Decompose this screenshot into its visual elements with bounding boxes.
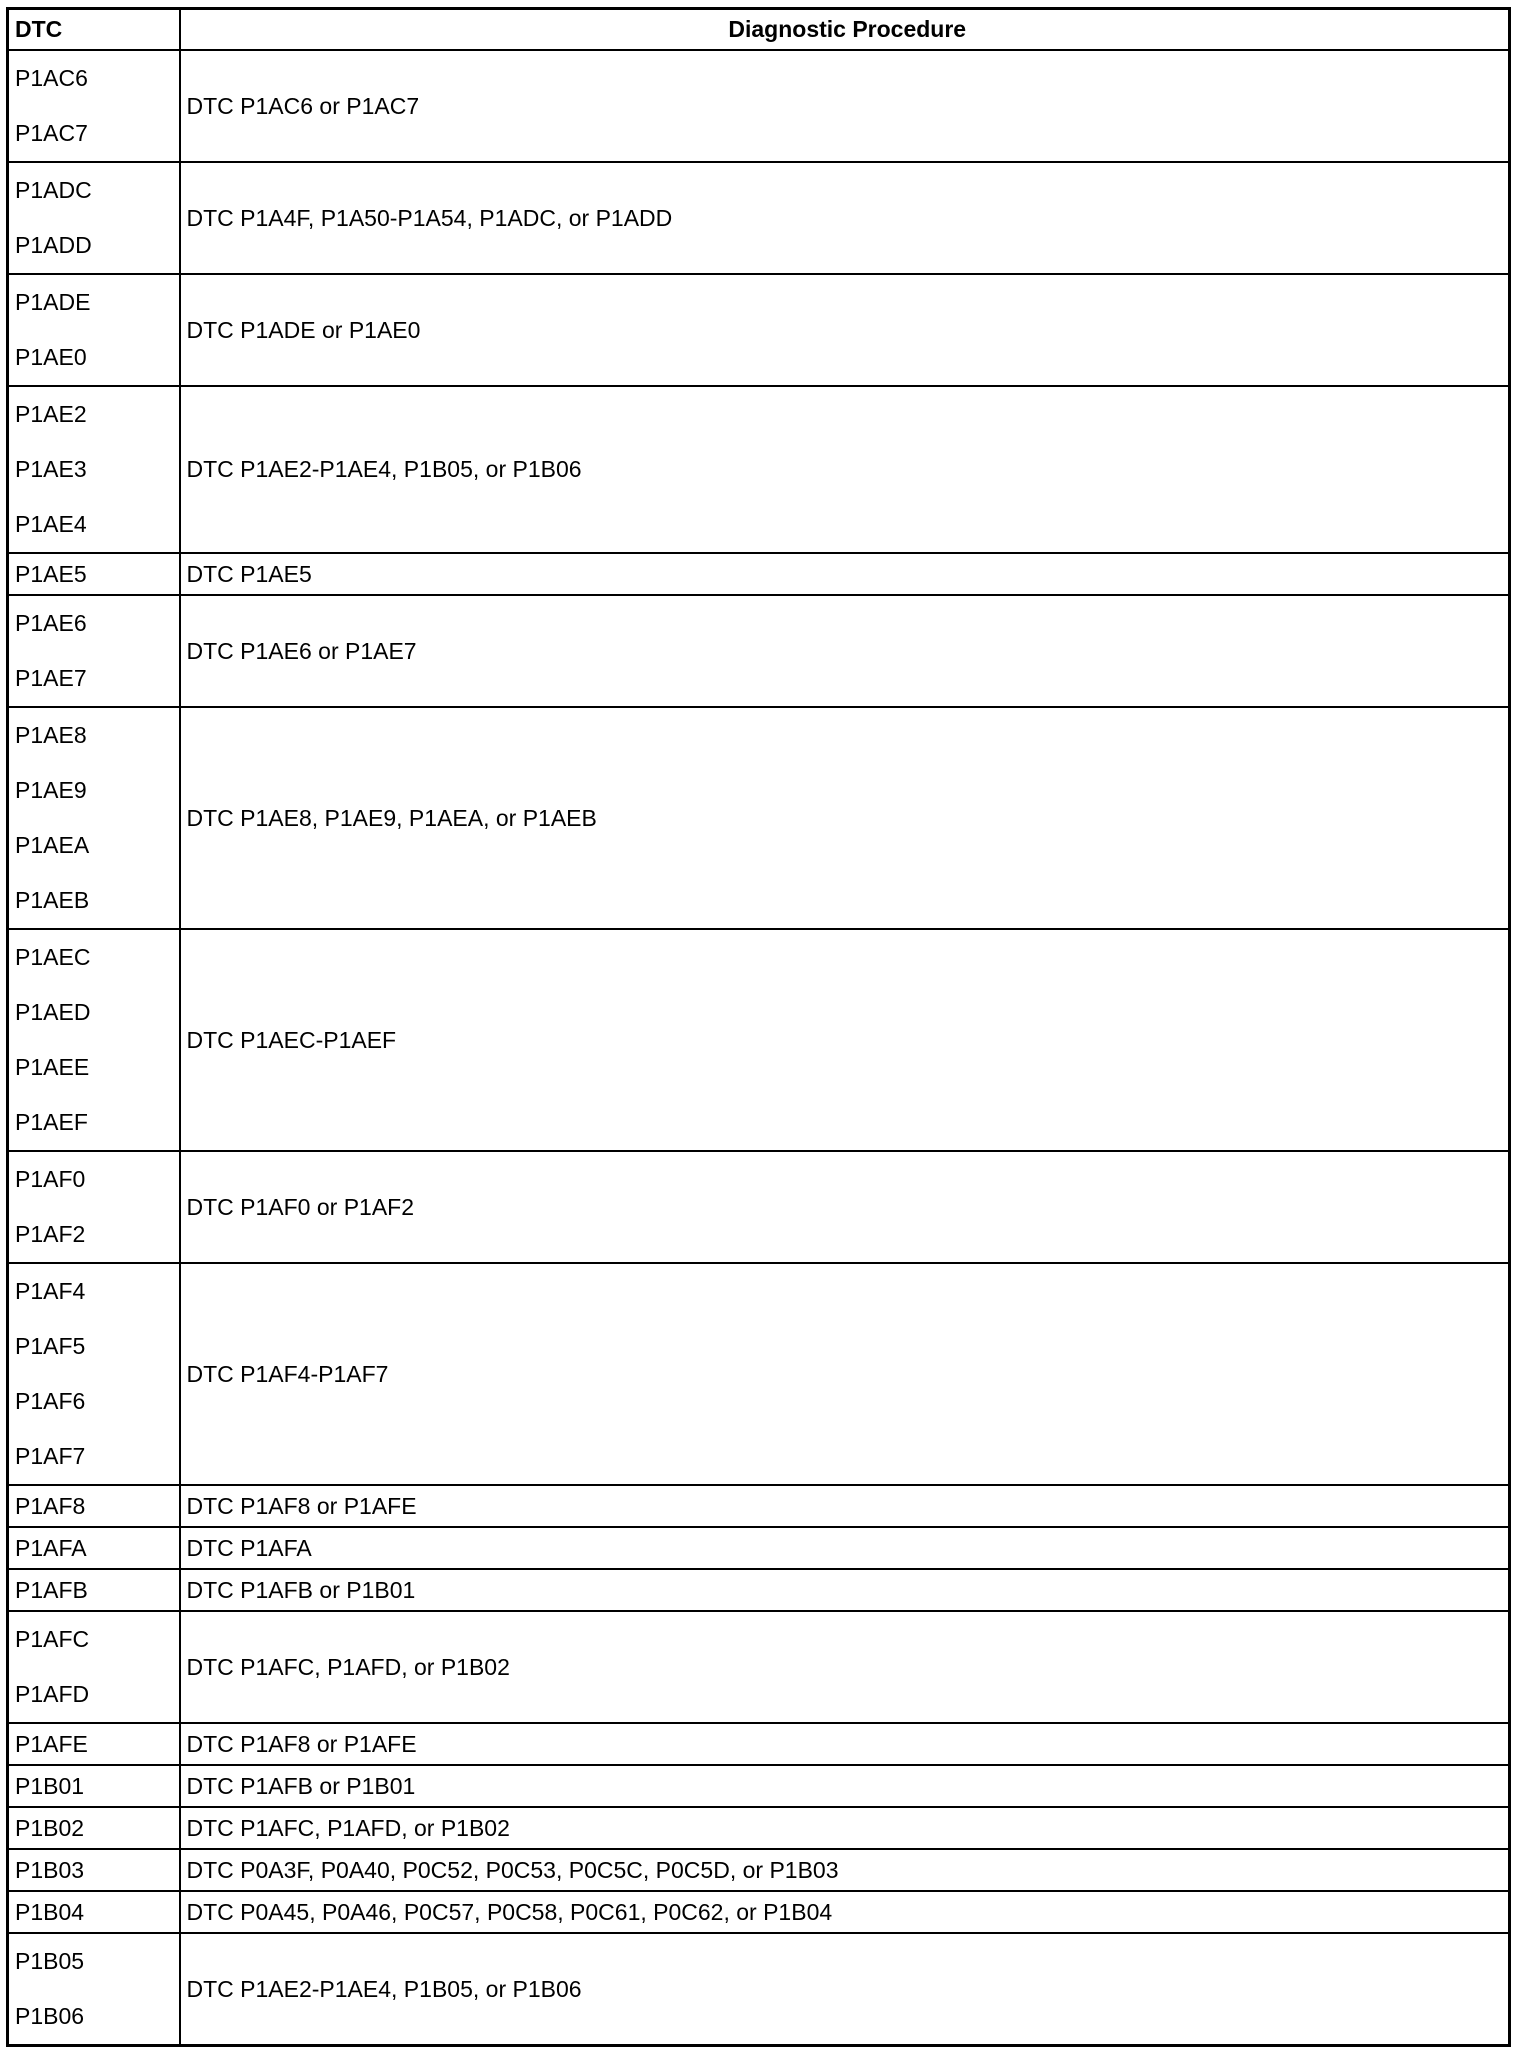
dtc-code-cell bbox=[8, 1569, 180, 1611]
table-row bbox=[8, 1263, 1510, 1485]
dtc-code: P1AF6 bbox=[15, 1388, 86, 1414]
diagnostic-procedure-cell: DTC P1AFA bbox=[180, 1527, 1510, 1569]
dtc-code-cell bbox=[8, 553, 180, 595]
table-body bbox=[8, 50, 1510, 2046]
dtc-code-cell bbox=[8, 386, 180, 553]
dtc-code: P1AFE bbox=[15, 1731, 88, 1757]
dtc-code: P1B06 bbox=[15, 2003, 85, 2029]
dtc-code: P1AFA bbox=[15, 1535, 87, 1561]
diagnostic-procedure-cell: DTC P1AFC, P1AFD, or P1B02 bbox=[180, 1611, 1510, 1723]
dtc-code: P1AF8 bbox=[15, 1493, 86, 1519]
diagnostic-procedure-cell: DTC P1AFC, P1AFD, or P1B02 bbox=[180, 1807, 1510, 1849]
diagnostic-procedure-cell: DTC P1AE8, P1AE9, P1AEA, or P1AEB bbox=[180, 707, 1510, 929]
diagnostic-procedure-cell: DTC P1AE2-P1AE4, P1B05, or P1B06 bbox=[180, 386, 1510, 553]
dtc-code: P1AF5 bbox=[15, 1333, 86, 1359]
dtc-code-cell bbox=[8, 1527, 180, 1569]
diagnostic-procedure-cell: DTC P1A4F, P1A50-P1A54, P1ADC, or P1ADD bbox=[180, 162, 1510, 274]
table-row bbox=[8, 50, 1510, 162]
dtc-code: P1AE4 bbox=[15, 511, 87, 537]
dtc-code: P1AEB bbox=[15, 887, 90, 913]
table-row bbox=[8, 1765, 1510, 1807]
dtc-code: P1AE7 bbox=[15, 665, 87, 691]
table-row bbox=[8, 1849, 1510, 1891]
header-diagnostic-procedure: Diagnostic Procedure bbox=[180, 9, 1510, 51]
dtc-code: P1AE9 bbox=[15, 777, 87, 803]
dtc-code: P1AE5 bbox=[15, 561, 87, 587]
dtc-code: P1ADC bbox=[15, 177, 92, 203]
dtc-code-cell bbox=[8, 929, 180, 1151]
diagnostic-procedure-cell: DTC P1AF4-P1AF7 bbox=[180, 1263, 1510, 1485]
dtc-code: P1B04 bbox=[15, 1899, 85, 1925]
diagnostic-procedure-cell: DTC P1AF8 or P1AFE bbox=[180, 1723, 1510, 1765]
table-header-row bbox=[8, 9, 1510, 51]
dtc-code-cell bbox=[8, 1849, 180, 1891]
table-row bbox=[8, 1933, 1510, 2046]
dtc-code: P1AEC bbox=[15, 944, 91, 970]
diagnostic-procedure-cell: DTC P0A3F, P0A40, P0C52, P0C53, P0C5C, P0C5D, or P1B03 bbox=[180, 1849, 1510, 1891]
diagnostic-procedure-cell: DTC P1AFB or P1B01 bbox=[180, 1569, 1510, 1611]
dtc-code-cell bbox=[8, 50, 180, 162]
dtc-code-cell bbox=[8, 1933, 180, 2046]
dtc-code-cell bbox=[8, 1263, 180, 1485]
diagnostic-procedure-cell: DTC P1AF0 or P1AF2 bbox=[180, 1151, 1510, 1263]
dtc-code: P1AEA bbox=[15, 832, 90, 858]
dtc-code-cell bbox=[8, 162, 180, 274]
diagnostic-procedure-cell: DTC P0A45, P0A46, P0C57, P0C58, P0C61, P0C62, or P1B04 bbox=[180, 1891, 1510, 1933]
dtc-code: P1AEE bbox=[15, 1054, 90, 1080]
dtc-code: P1AFD bbox=[15, 1681, 90, 1707]
table-row bbox=[8, 1807, 1510, 1849]
dtc-code-cell bbox=[8, 1611, 180, 1723]
table-row bbox=[8, 929, 1510, 1151]
diagnostic-procedure-cell: DTC P1AEC-P1AEF bbox=[180, 929, 1510, 1151]
dtc-code: P1AE6 bbox=[15, 610, 87, 636]
dtc-code-cell bbox=[8, 1891, 180, 1933]
table-row bbox=[8, 162, 1510, 274]
table-row bbox=[8, 386, 1510, 553]
diagnostic-procedure-cell: DTC P1AF8 or P1AFE bbox=[180, 1485, 1510, 1527]
dtc-code: P1AF7 bbox=[15, 1443, 86, 1469]
dtc-code: P1B03 bbox=[15, 1857, 85, 1883]
table-row bbox=[8, 595, 1510, 707]
table-row bbox=[8, 1723, 1510, 1765]
dtc-code: P1B02 bbox=[15, 1815, 85, 1841]
dtc-code-cell bbox=[8, 1807, 180, 1849]
diagnostic-procedure-cell: DTC P1AC6 or P1AC7 bbox=[180, 50, 1510, 162]
dtc-code: P1AC6 bbox=[15, 65, 88, 91]
diagnostic-procedure-cell: DTC P1AFB or P1B01 bbox=[180, 1765, 1510, 1807]
dtc-code: P1B05 bbox=[15, 1948, 85, 1974]
dtc-code: P1ADE bbox=[15, 289, 91, 315]
dtc-code: P1ADD bbox=[15, 232, 92, 258]
dtc-code: P1AEF bbox=[15, 1109, 88, 1135]
dtc-code: P1AED bbox=[15, 999, 91, 1025]
diagnostic-procedure-cell: DTC P1AE5 bbox=[180, 553, 1510, 595]
dtc-code-cell bbox=[8, 595, 180, 707]
dtc-code: P1AE3 bbox=[15, 456, 87, 482]
header-dtc: DTC bbox=[8, 9, 180, 51]
table-row bbox=[8, 707, 1510, 929]
dtc-code: P1AE0 bbox=[15, 344, 87, 370]
dtc-code: P1AF2 bbox=[15, 1221, 86, 1247]
diagnostic-procedure-cell: DTC P1ADE or P1AE0 bbox=[180, 274, 1510, 386]
dtc-table bbox=[6, 7, 1511, 2047]
dtc-code: P1AFC bbox=[15, 1626, 90, 1652]
dtc-code-cell bbox=[8, 1765, 180, 1807]
table-row bbox=[8, 274, 1510, 386]
table-row bbox=[8, 1485, 1510, 1527]
dtc-code-cell bbox=[8, 1151, 180, 1263]
dtc-code: P1AC7 bbox=[15, 120, 88, 146]
table-row bbox=[8, 1611, 1510, 1723]
dtc-code: P1AE2 bbox=[15, 401, 87, 427]
dtc-code-cell bbox=[8, 1723, 180, 1765]
table-row bbox=[8, 1891, 1510, 1933]
dtc-code: P1AE8 bbox=[15, 722, 87, 748]
dtc-code-cell bbox=[8, 707, 180, 929]
dtc-code: P1AFB bbox=[15, 1577, 88, 1603]
table-row bbox=[8, 1569, 1510, 1611]
dtc-code: P1B01 bbox=[15, 1773, 85, 1799]
diagnostic-procedure-cell: DTC P1AE2-P1AE4, P1B05, or P1B06 bbox=[180, 1933, 1510, 2046]
dtc-code-cell bbox=[8, 1485, 180, 1527]
dtc-code-cell bbox=[8, 274, 180, 386]
table-row bbox=[8, 553, 1510, 595]
diagnostic-procedure-cell: DTC P1AE6 or P1AE7 bbox=[180, 595, 1510, 707]
dtc-code: P1AF0 bbox=[15, 1166, 86, 1192]
table-row bbox=[8, 1527, 1510, 1569]
table-row bbox=[8, 1151, 1510, 1263]
dtc-code: P1AF4 bbox=[15, 1278, 86, 1304]
